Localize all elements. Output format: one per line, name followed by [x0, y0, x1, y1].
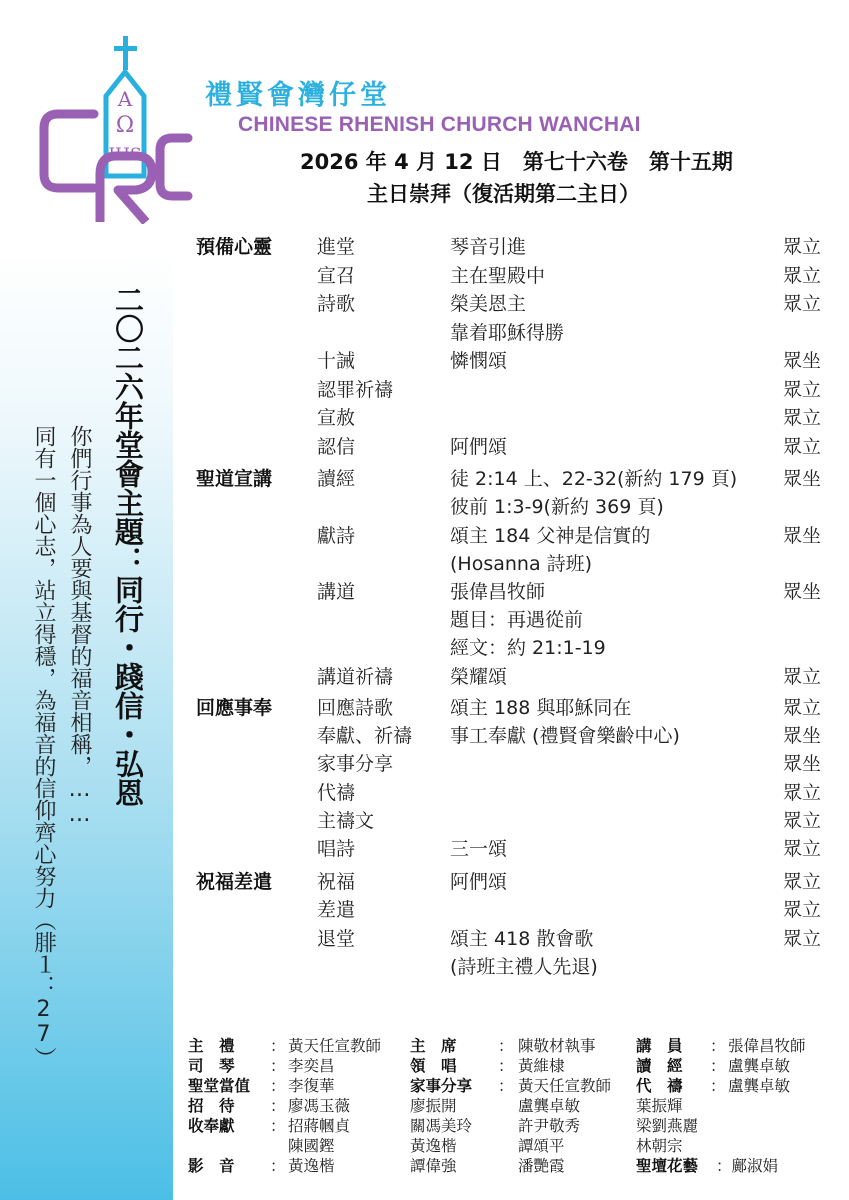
section-title: 預備心靈: [196, 236, 273, 258]
posture: 眾坐: [782, 525, 821, 547]
service-detail: (Hosanna 詩班): [450, 553, 593, 575]
staff-name: 廖振開: [410, 1097, 457, 1115]
service-item: 退堂: [317, 928, 356, 950]
service-item: 主禱文: [317, 810, 375, 832]
service-detail: 張偉昌牧師: [450, 581, 546, 603]
staff-row: [188, 1114, 828, 1134]
service-item: 回應詩歌: [317, 697, 394, 719]
service-detail: 三一頌: [450, 838, 508, 860]
church-name-cn: 禮賢會灣仔堂: [205, 80, 391, 111]
posture: 眾立: [782, 782, 821, 804]
service-detail: 經文：約 21:1-19: [450, 637, 606, 659]
staff-name: 林朝宗: [636, 1137, 683, 1155]
staff-row: [188, 1054, 828, 1074]
staff-name: 張偉昌牧師: [728, 1037, 806, 1055]
posture: 眾坐: [782, 753, 821, 775]
staff-role: 聖堂當值: [188, 1077, 251, 1095]
staff-row: [188, 1034, 828, 1054]
staff-colon: ：: [270, 1117, 286, 1135]
staff-name: 黃天任宣教師: [518, 1077, 612, 1095]
staff-role: 聖壇花藝: [636, 1157, 699, 1175]
staff-name: 潘艷霞: [518, 1157, 565, 1175]
staff-colon: ：: [710, 1057, 726, 1075]
posture: 眾立: [782, 899, 821, 921]
staff-row: [188, 1094, 828, 1114]
staff-name: ：鄺淑娟: [716, 1157, 779, 1175]
posture: 眾立: [782, 928, 821, 950]
staff-name: 盧龔卓敏: [518, 1097, 581, 1115]
theme-verse-line1: 你們行事為人要與基督的福音相稱，……: [67, 425, 92, 827]
staff-colon: ：: [710, 1077, 726, 1095]
service-item: 宣召: [317, 265, 356, 287]
staff-colon: ：: [270, 1157, 286, 1175]
service-item: 講道: [317, 581, 356, 603]
church-logo: [36, 34, 196, 224]
service-detail: 榮美恩主: [450, 293, 527, 315]
posture: 眾立: [782, 666, 821, 688]
service-detail: 憐憫頌: [450, 350, 508, 372]
posture: 眾坐: [782, 581, 821, 603]
service-detail: 阿們頌: [450, 871, 508, 893]
staff-name: 關馮美玲: [410, 1117, 473, 1135]
staff-name: 李奕昌: [288, 1057, 335, 1075]
posture: 眾立: [782, 293, 821, 315]
staff-colon: ：: [498, 1057, 514, 1075]
date-issue: 2026 年 4 月 12 日 第七十六卷 第十五期: [300, 150, 733, 174]
staff-name: 盧龔卓敏: [728, 1057, 791, 1075]
staff-name: 盧龔卓敏: [728, 1077, 791, 1095]
church-name-en: CHINESE RHENISH CHURCH WANCHAI: [238, 113, 641, 136]
posture: 眾立: [782, 697, 821, 719]
staff-role: 主 席: [410, 1037, 457, 1055]
service-detail: 頌主 188 與耶穌同在: [450, 697, 632, 719]
service-item: 講道祈禱: [317, 666, 394, 688]
service-detail: 靠着耶穌得勝: [450, 322, 565, 344]
staff-name: 譚偉強: [410, 1157, 457, 1175]
posture: 眾坐: [782, 468, 821, 490]
staff-name: 陳敬材執事: [518, 1037, 596, 1055]
staff-row: [188, 1154, 828, 1174]
logo-omega: Ω: [115, 113, 135, 138]
service-item: 認罪祈禱: [317, 379, 394, 401]
staff-role: 講 員: [636, 1037, 683, 1055]
service-detail: 阿們頌: [450, 436, 508, 458]
service-detail: 題目：再遇從前: [450, 609, 584, 631]
staff-colon: ：: [498, 1077, 514, 1095]
service-item: 獻詩: [317, 525, 356, 547]
staff-name: 黃天任宣教師: [288, 1037, 382, 1055]
staff-name: 許尹敬秀: [518, 1117, 581, 1135]
staff-list: [188, 1034, 828, 1174]
staff-name: 黃逸楷: [288, 1157, 335, 1175]
service-detail: 事工奉獻 (禮賢會樂齡中心): [450, 725, 680, 747]
posture: 眾坐: [782, 350, 821, 372]
service-item: 詩歌: [317, 293, 356, 315]
posture: 眾立: [782, 436, 821, 458]
staff-name: 黃維棣: [518, 1057, 565, 1075]
staff-colon: ：: [710, 1037, 726, 1055]
service-detail: 徒 2:14 上、22-32(新約 179 頁): [450, 468, 738, 490]
staff-name: 李復華: [288, 1077, 335, 1095]
section-title: 祝福差遣: [196, 871, 273, 893]
service-detail: 彼前 1:3-9(新約 369 頁): [450, 496, 664, 518]
service-item: 進堂: [317, 236, 356, 258]
staff-colon: ：: [498, 1037, 514, 1055]
logo-ihs: IHS: [108, 145, 142, 165]
service-detail: 琴音引進: [450, 236, 527, 258]
staff-colon: ：: [270, 1057, 286, 1075]
staff-role: 影 音: [188, 1157, 235, 1175]
staff-role: 招 待: [188, 1097, 235, 1115]
staff-role: 家事分享: [410, 1077, 473, 1095]
service-detail: 頌主 418 散會歌: [450, 928, 594, 950]
posture: 眾坐: [782, 725, 821, 747]
theme-verse-line2: 同有一個心志，站立得穩，為福音的信仰齊心努力（腓１：27）: [31, 425, 56, 1069]
service-detail: 榮耀頌: [450, 666, 508, 688]
staff-role: 司 琴: [188, 1057, 235, 1075]
posture: 眾立: [782, 838, 821, 860]
posture: 眾立: [782, 236, 821, 258]
staff-role: 代 禱: [636, 1077, 683, 1095]
service-detail: 主在聖殿中: [450, 265, 546, 287]
staff-role: 讀 經: [636, 1057, 683, 1075]
annual-theme: 二〇二六年堂會主題：同行・踐信・弘恩: [111, 285, 145, 807]
service-item: 奉獻、祈禱: [317, 725, 413, 747]
service-detail: 頌主 184 父神是信實的: [450, 525, 651, 547]
staff-colon: ：: [270, 1077, 286, 1095]
service-item: 認信: [317, 436, 356, 458]
logo-alpha: A: [117, 87, 133, 111]
posture: 眾立: [782, 407, 821, 429]
service-item: 代禱: [317, 782, 356, 804]
posture: 眾立: [782, 265, 821, 287]
staff-role: 領 唱: [410, 1057, 457, 1075]
service-item: 唱詩: [317, 838, 356, 860]
staff-name: 廖馮玉薇: [288, 1097, 351, 1115]
service-item: 讀經: [317, 468, 356, 490]
posture: 眾立: [782, 810, 821, 832]
staff-name: 黃逸楷: [410, 1137, 457, 1155]
service-detail: (詩班主禮人先退): [450, 956, 598, 978]
section-title: 回應事奉: [196, 697, 273, 719]
staff-name: 譚頌平: [518, 1137, 565, 1155]
staff-row: [188, 1134, 828, 1154]
staff-name: 陳國鏗: [288, 1137, 335, 1155]
staff-name: 梁劉燕麗: [636, 1117, 699, 1135]
section-title: 聖道宣講: [196, 468, 273, 490]
staff-name: 招蔣幗貞: [288, 1117, 351, 1135]
staff-row: [188, 1074, 828, 1094]
service-item: 差遣: [317, 899, 356, 921]
staff-colon: ：: [270, 1097, 286, 1115]
posture: 眾立: [782, 379, 821, 401]
posture: 眾立: [782, 871, 821, 893]
staff-role: 主 禮: [188, 1037, 235, 1055]
service-item: 十誡: [317, 350, 356, 372]
service-item: 祝福: [317, 871, 356, 893]
staff-role: 收奉獻: [188, 1117, 235, 1135]
service-title: 主日崇拜（復活期第二主日）: [367, 182, 640, 206]
service-item: 宣赦: [317, 407, 356, 429]
service-item: 家事分享: [317, 753, 394, 775]
staff-name: 葉振輝: [636, 1097, 683, 1115]
staff-colon: ：: [270, 1037, 286, 1055]
